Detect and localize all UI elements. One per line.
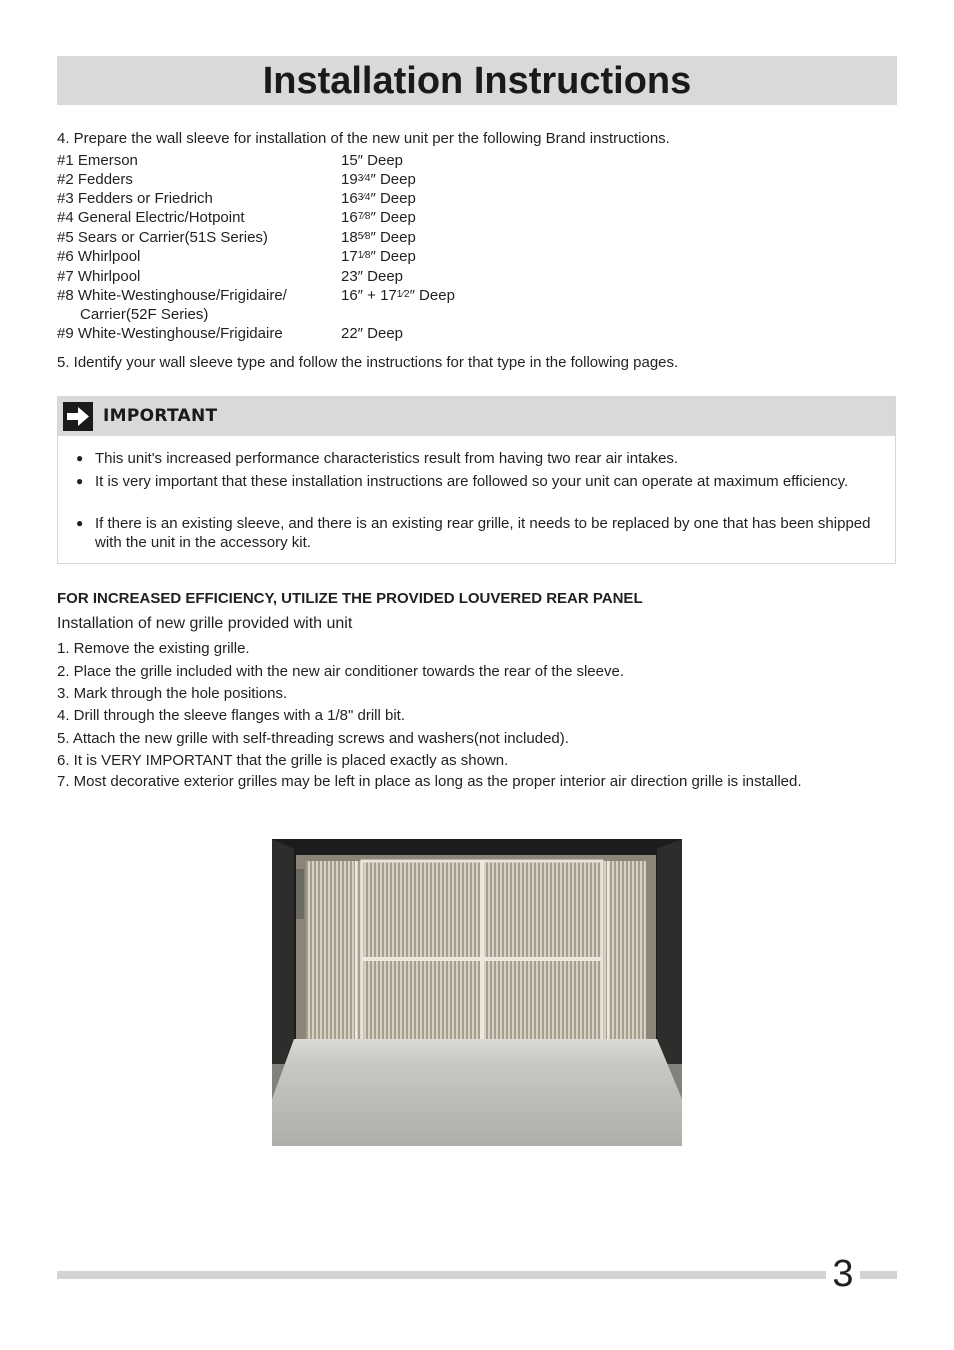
brand-name: #7 Whirlpool xyxy=(57,268,141,285)
grille-subheading: Installation of new grille provided with unit xyxy=(57,615,353,632)
brand-name: #4 General Electric/Hotpoint xyxy=(57,209,245,226)
brand-depth: $16'' + 17^{1⁄2}''$ Deep xyxy=(341,287,455,304)
brand-depth: 22″ Deep xyxy=(341,325,404,342)
important-header xyxy=(58,397,895,436)
brand-depth: $17^{1⁄8}''$ Deep xyxy=(341,248,416,265)
step-4: 4. Prepare the wall sleeve for installation of the new unit per the following Brand instructions. xyxy=(57,130,670,147)
page-title: Installation Instructions xyxy=(262,60,692,102)
step-5: 5. Identify your wall sleeve type and follow the instructions for that type in the following pages. xyxy=(57,354,679,371)
grille-step: 5. Attach the new grille with self-threading screws and washers(not included). xyxy=(57,730,569,747)
brand-depth: $19^{3⁄4}''$ Deep xyxy=(341,171,416,188)
brand-depth: $16^{3⁄4}''$ Deep xyxy=(341,190,416,207)
grille-step: 1. Remove the existing grille. xyxy=(57,640,250,657)
brand-depth: 23″ Deep xyxy=(341,268,404,285)
bullet-dot-icon: ● xyxy=(76,451,84,465)
brand-depth: $18^{5⁄8}''$ Deep xyxy=(341,229,416,246)
brand-depth: $16^{7⁄8}''$ Deep xyxy=(341,209,416,226)
brand-name-continued: Carrier(52F Series) xyxy=(80,306,209,323)
important-title: IMPORTANT xyxy=(103,406,218,426)
grille-step: 2. Place the grille included with the new air conditioner towards the rear of the sleeve. xyxy=(57,663,624,680)
arrow-right-icon xyxy=(63,402,93,431)
bullet-dot-icon: ● xyxy=(76,474,84,488)
brand-name: #3 Fedders or Friedrich xyxy=(57,190,213,207)
footer-bar xyxy=(57,1271,897,1279)
brand-name: #2 Fedders xyxy=(57,171,133,188)
grille-step: 7. Most decorative exterior grilles may be left in place as long as the proper interior air direction grille is installed. xyxy=(57,773,802,790)
title-bar xyxy=(57,56,897,105)
brand-name: #1 Emerson xyxy=(57,152,138,169)
page-number: 3 xyxy=(826,1252,860,1296)
important-box: IMPORTANT ● This unit's increased performance characteristics result from having two rear air intakes. ● It is very important that these installation instructions are followed so your unit can operate at maximum efficiency. ● If there is an existing sleeve, and there is an existing rear grille, it needs to be replaced by one that has been shipped with the unit in the accessory kit. xyxy=(57,396,896,564)
brand-name: #9 White-Westinghouse/Frigidaire xyxy=(57,325,283,342)
rear-grille-photo xyxy=(272,839,682,1146)
efficiency-heading: FOR INCREASED EFFICIENCY, UTILIZE THE PROVIDED LOUVERED REAR PANEL xyxy=(57,590,643,607)
grille-step: 3. Mark through the hole positions. xyxy=(57,685,288,702)
brand-depth: 15″ Deep xyxy=(341,152,404,169)
grille-step: 4. Drill through the sleeve flanges with a 1/8" drill bit. xyxy=(57,707,406,724)
brand-name: #5 Sears or Carrier(51S Series) xyxy=(57,229,268,246)
brand-name: #8 White-Westinghouse/Frigidaire/ xyxy=(57,287,287,304)
grille-step: 6. It is VERY IMPORTANT that the grille is placed exactly as shown. xyxy=(57,752,509,769)
brand-name: #6 Whirlpool xyxy=(57,248,141,265)
bullet-dot-icon: ● xyxy=(76,516,84,530)
